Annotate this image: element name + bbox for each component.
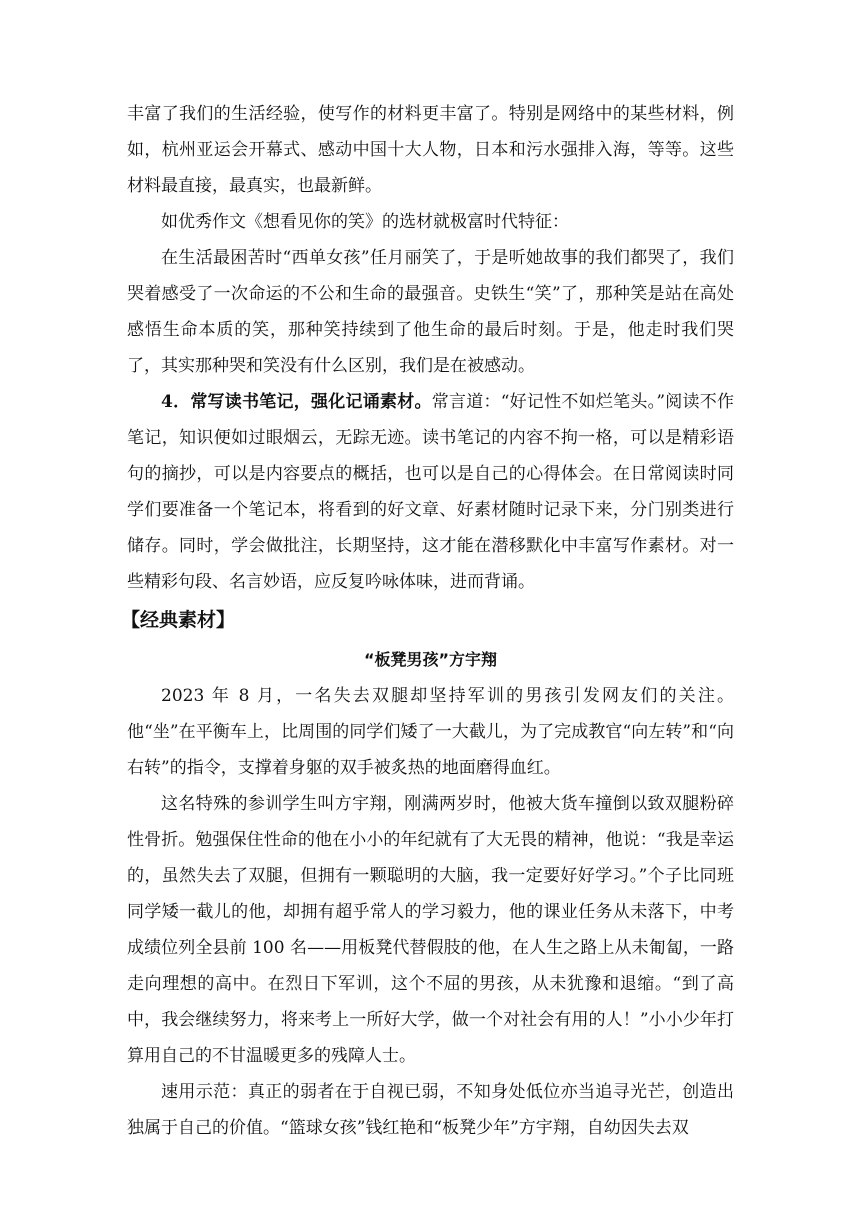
point-4-body: 常言道：“好记性不如烂笔头。”阅读不作笔记，知识便如过眼烟云，无踪无迹。读书笔记的内容不拘一格，可以是精彩语句的摘抄，可以是内容要点的概括，也可以是自己的心得体会。在日常阅读时同学们要准备一个笔记本，将看到的好文章、好素材随时记录下来，分门别类进行储存。同时，学会做批注，长期坚持，这才能在潜移默化中丰富写作素材。对一些精彩句段、名言妙语，应反复吟咏体味，进而背诵。 — [127, 392, 734, 592]
body-paragraph-1: 丰富了我们的生活经验，使写作的材料更丰富了。特别是网络中的某些材料，例如，杭州亚运会开幕式、感动中国十大人物，日本和污水强排入海，等等。这些材料最直接，最真实，也最新鲜。 — [127, 104, 734, 196]
article-paragraph-2: 这名特殊的参训学生叫方宇翔，刚满两岁时，他被大货车撞倒以致双腿粉碎性骨折。勉强保住性命的他在小小的年纪就有了大无畏的精神，他说：“我是幸运的，虽然失去了双腿，但拥有一颗聪明的大脑，我一定要好好学习。”个子比同班同学矮一截儿的他，却拥有超乎常人的学习毅力，他的课业任务从未落下，中考成绩位列全县前 100 名——用板凳代替假肢的他，在人生之路上从未匍匐，一路走向理想的高中。在烈日下军训，这个不屈的男孩，从未犹豫和退缩。“到了高中，我会继续努力，将来考上一所好大学，做一个对社会有用的人！”小小少年打算用自己的不甘温暖更多的残障人士。 — [127, 794, 734, 1066]
body-paragraph-4 — [127, 384, 734, 600]
article-title: “板凳男孩”方宇翔 — [363, 650, 498, 669]
section-heading: 【经典素材】 — [121, 609, 236, 631]
article-paragraph-1: 2023 年 8 月，一名失去双腿却坚持军训的男孩引发网友们的关注。他“坐”在平衡车上，比周围的同学们矮了一大截儿，为了完成教官“向左转”和“向右转”的指令，支撑着身躯的双手被炙热的地面磨得血红。 — [127, 686, 734, 778]
body-paragraph-2: 如优秀作文《想看见你的笑》的选材就极富时代特征： — [161, 212, 569, 232]
quoted-example: 在生活最困苦时“西单女孩”任月丽笑了，于是听她故事的我们都哭了，我们哭着感受了一次命运的不公和生命的最强音。史铁生“笑”了，那种笑是站在高处感悟生命本质的笑，那种笑持续到了他生命的最后时刻。于是，他走时我们哭了，其实那种哭和笑没有什么区别，我们是在被感动。 — [127, 248, 734, 376]
usage-example-paragraph: 速用示范：真正的弱者在于自视已弱，不知身处低位亦当追寻光芒，创造出独属于自己的价值。“篮球女孩”钱红艳和“板凳少年”方宇翔，自幼因失去双 — [127, 1082, 734, 1138]
point-4-heading: 4．常写读书笔记，强化记诵素材。 — [161, 392, 432, 412]
